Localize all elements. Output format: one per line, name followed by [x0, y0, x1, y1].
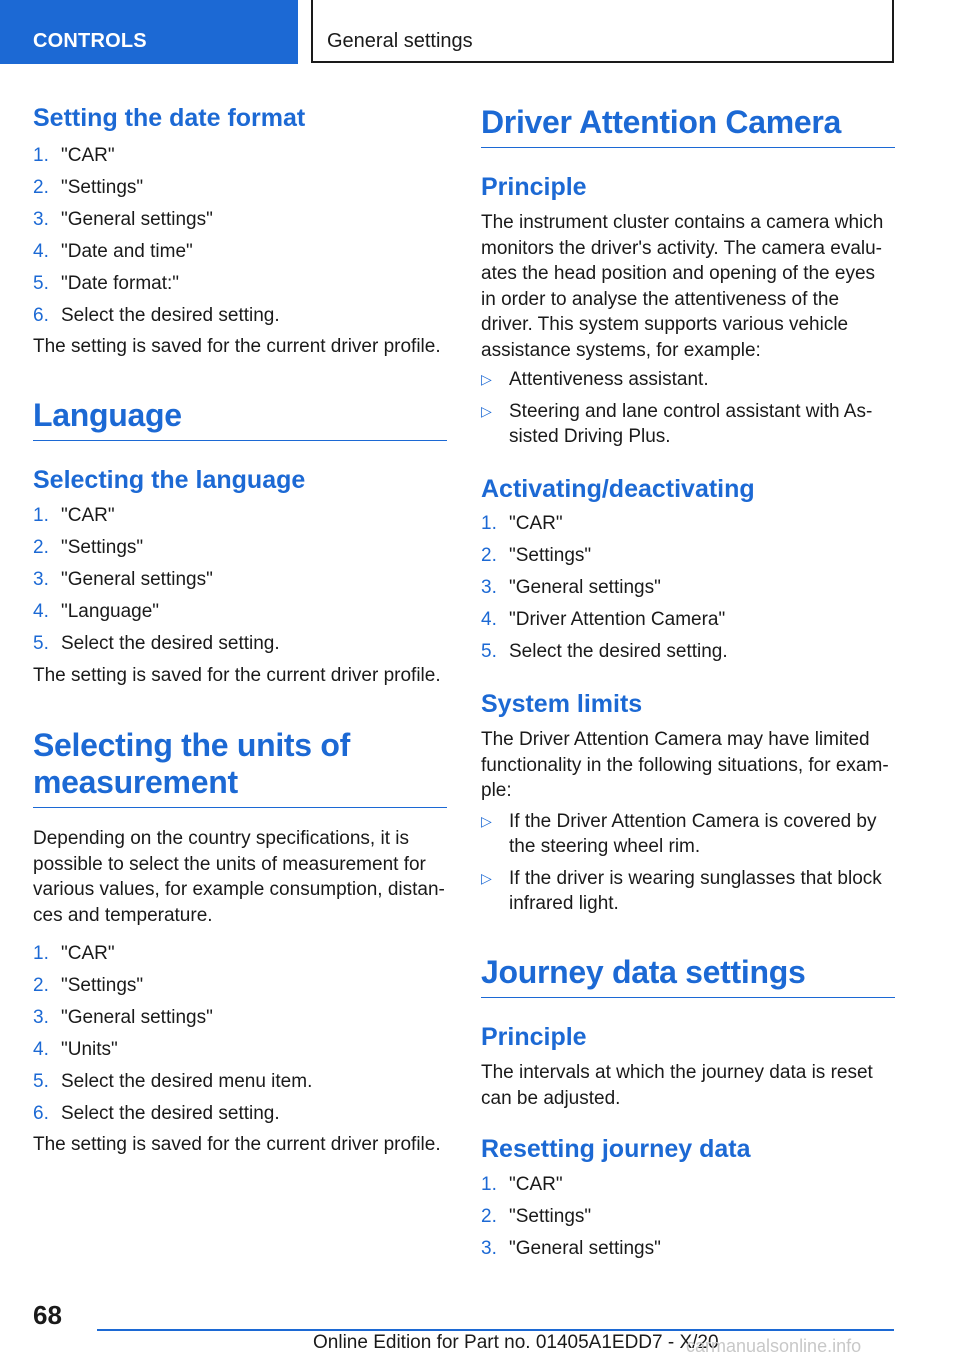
- step-text: "Settings": [509, 1206, 592, 1227]
- list-item: [33, 239, 447, 271]
- step-number: 3.: [33, 209, 49, 230]
- step-number: 5.: [33, 1071, 49, 1092]
- list-item: [481, 639, 895, 671]
- section-title: CONTROLS: [33, 30, 147, 52]
- journey-title: Journey data settings: [481, 954, 895, 998]
- step-text: "General settings": [509, 1238, 661, 1259]
- list-item: [33, 1069, 447, 1101]
- step-number: 1.: [33, 943, 49, 964]
- list-item: [33, 143, 447, 175]
- step-number: 2.: [481, 1206, 497, 1227]
- journey-principle-heading: Principle: [481, 1023, 587, 1051]
- list-item: [33, 599, 447, 631]
- triangle-bullet-icon: ▷: [481, 403, 492, 419]
- step-text: "Date format:": [61, 273, 180, 294]
- language-title: Language: [33, 397, 447, 441]
- list-item: [481, 399, 895, 449]
- step-number: 5.: [33, 633, 49, 654]
- list-item: [481, 607, 895, 639]
- list-item: [481, 866, 895, 916]
- list-item: [33, 503, 447, 535]
- bullet-text: If the Driver Attention Camera is covered by the steering wheel rim.: [509, 811, 877, 857]
- list-item: [33, 303, 447, 335]
- resetting-journey-steps: [481, 1172, 895, 1268]
- list-item: [33, 1037, 447, 1069]
- list-item: [481, 543, 895, 575]
- step-number: 3.: [481, 577, 497, 598]
- step-number: 3.: [481, 1238, 497, 1259]
- step-text: "Driver Attention Camera": [509, 609, 726, 630]
- step-text: "CAR": [509, 1174, 563, 1195]
- step-text: "General settings": [61, 569, 213, 590]
- units-title-line2: measurement: [33, 764, 238, 800]
- step-text: "CAR": [61, 943, 115, 964]
- list-item: [33, 941, 447, 973]
- step-text: Select the desired setting.: [61, 1103, 280, 1124]
- step-number: 3.: [33, 1007, 49, 1028]
- list-item: [481, 511, 895, 543]
- bullet-text: Steering and lane control assistant with As-sisted Driving Plus.: [509, 401, 873, 447]
- camera-title: Driver Attention Camera: [481, 104, 895, 148]
- step-number: 5.: [481, 641, 497, 662]
- chapter-title: General settings: [327, 30, 473, 52]
- activating-heading: Activating/deactivating: [481, 475, 755, 503]
- step-number: 1.: [33, 505, 49, 526]
- step-text: "Units": [61, 1039, 118, 1060]
- date-format-steps: [33, 143, 447, 335]
- watermark: carmanualsonline.info: [686, 1336, 862, 1356]
- step-number: 2.: [33, 537, 49, 558]
- step-text: "CAR": [509, 513, 563, 534]
- language-note: The setting is saved for the current driver profile.: [33, 665, 441, 686]
- step-text: Select the desired setting.: [509, 641, 728, 662]
- resetting-journey-heading: Resetting journey data: [481, 1135, 751, 1163]
- step-number: 1.: [481, 1174, 497, 1195]
- footer-edition: Online Edition for Part no. 01405A1EDD7 - X/20: [313, 1332, 719, 1353]
- units-steps: [33, 941, 447, 1133]
- list-item: [33, 567, 447, 599]
- step-number: 4.: [33, 1039, 49, 1060]
- list-item: [33, 1101, 447, 1133]
- step-text: "CAR": [61, 505, 115, 526]
- language-steps: [33, 503, 447, 663]
- step-number: 4.: [33, 601, 49, 622]
- step-text: "Date and time": [61, 241, 193, 262]
- step-text: "General settings": [509, 577, 661, 598]
- step-number: 6.: [33, 1103, 49, 1124]
- system-limits-heading: System limits: [481, 690, 643, 718]
- list-item: [481, 367, 895, 392]
- list-item: [481, 1172, 895, 1204]
- step-text: "CAR": [61, 145, 115, 166]
- step-text: Select the desired setting.: [61, 633, 280, 654]
- units-intro: Depending on the country specifications, it is possible to select the units of measurement for various values, for example consumption, distan-ces and temperature.: [33, 828, 445, 926]
- step-text: "Settings": [61, 177, 144, 198]
- date-format-note: The setting is saved for the current driver profile.: [33, 336, 441, 357]
- step-number: 2.: [33, 975, 49, 996]
- step-number: 2.: [481, 545, 497, 566]
- page-number: 68: [33, 1300, 62, 1330]
- chapter-tab: [311, 0, 894, 63]
- step-text: "Settings": [509, 545, 592, 566]
- camera-principle-heading: Principle: [481, 173, 587, 201]
- selecting-language-heading: Selecting the language: [33, 466, 306, 494]
- step-text: "General settings": [61, 209, 213, 230]
- list-item: [33, 207, 447, 239]
- list-item: [33, 973, 447, 1005]
- step-number: 3.: [33, 569, 49, 590]
- step-number: 4.: [481, 609, 497, 630]
- step-number: 6.: [33, 305, 49, 326]
- camera-bullets: [481, 367, 895, 456]
- list-item: [33, 535, 447, 567]
- step-number: 1.: [481, 513, 497, 534]
- units-title-line1: Selecting the units of: [33, 727, 350, 763]
- list-item: [33, 631, 447, 663]
- list-item: [481, 1236, 895, 1268]
- units-note: The setting is saved for the current driver profile.: [33, 1134, 441, 1155]
- bullet-text: Attentiveness assistant.: [509, 369, 709, 390]
- step-text: "Settings": [61, 975, 144, 996]
- footer-divider: [97, 1329, 894, 1331]
- step-text: "General settings": [61, 1007, 213, 1028]
- step-text: "Language": [61, 601, 160, 622]
- step-number: 2.: [33, 177, 49, 198]
- step-text: Select the desired setting.: [61, 305, 280, 326]
- units-title: [33, 727, 447, 808]
- step-number: 4.: [33, 241, 49, 262]
- list-item: [33, 1005, 447, 1037]
- date-format-heading: Setting the date format: [33, 104, 306, 132]
- list-item: [481, 809, 895, 859]
- step-number: 5.: [33, 273, 49, 294]
- list-item: [481, 1204, 895, 1236]
- step-number: 1.: [33, 145, 49, 166]
- list-item: [481, 575, 895, 607]
- triangle-bullet-icon: ▷: [481, 813, 492, 829]
- step-text: Select the desired menu item.: [61, 1071, 313, 1092]
- system-limits-bullets: [481, 809, 895, 923]
- activating-steps: [481, 511, 895, 671]
- journey-principle-text: The intervals at which the journey data is reset can be adjusted.: [481, 1062, 873, 1109]
- list-item: [33, 175, 447, 207]
- triangle-bullet-icon: ▷: [481, 870, 492, 886]
- section-tab: [0, 0, 298, 64]
- list-item: [33, 271, 447, 303]
- bullet-text: If the driver is wearing sunglasses that block infrared light.: [509, 868, 882, 914]
- triangle-bullet-icon: ▷: [481, 371, 492, 387]
- step-text: "Settings": [61, 537, 144, 558]
- camera-principle-text: The instrument cluster contains a camera which monitors the driver's activity. The camera evalu-ates the head position and opening of the eyes in order to analyse the attentiveness of the driver. This system supports various vehicle assistance systems, for example:: [481, 212, 884, 361]
- system-limits-text: The Driver Attention Camera may have limited functionality in the following situations, for exam-ple:: [481, 729, 889, 801]
